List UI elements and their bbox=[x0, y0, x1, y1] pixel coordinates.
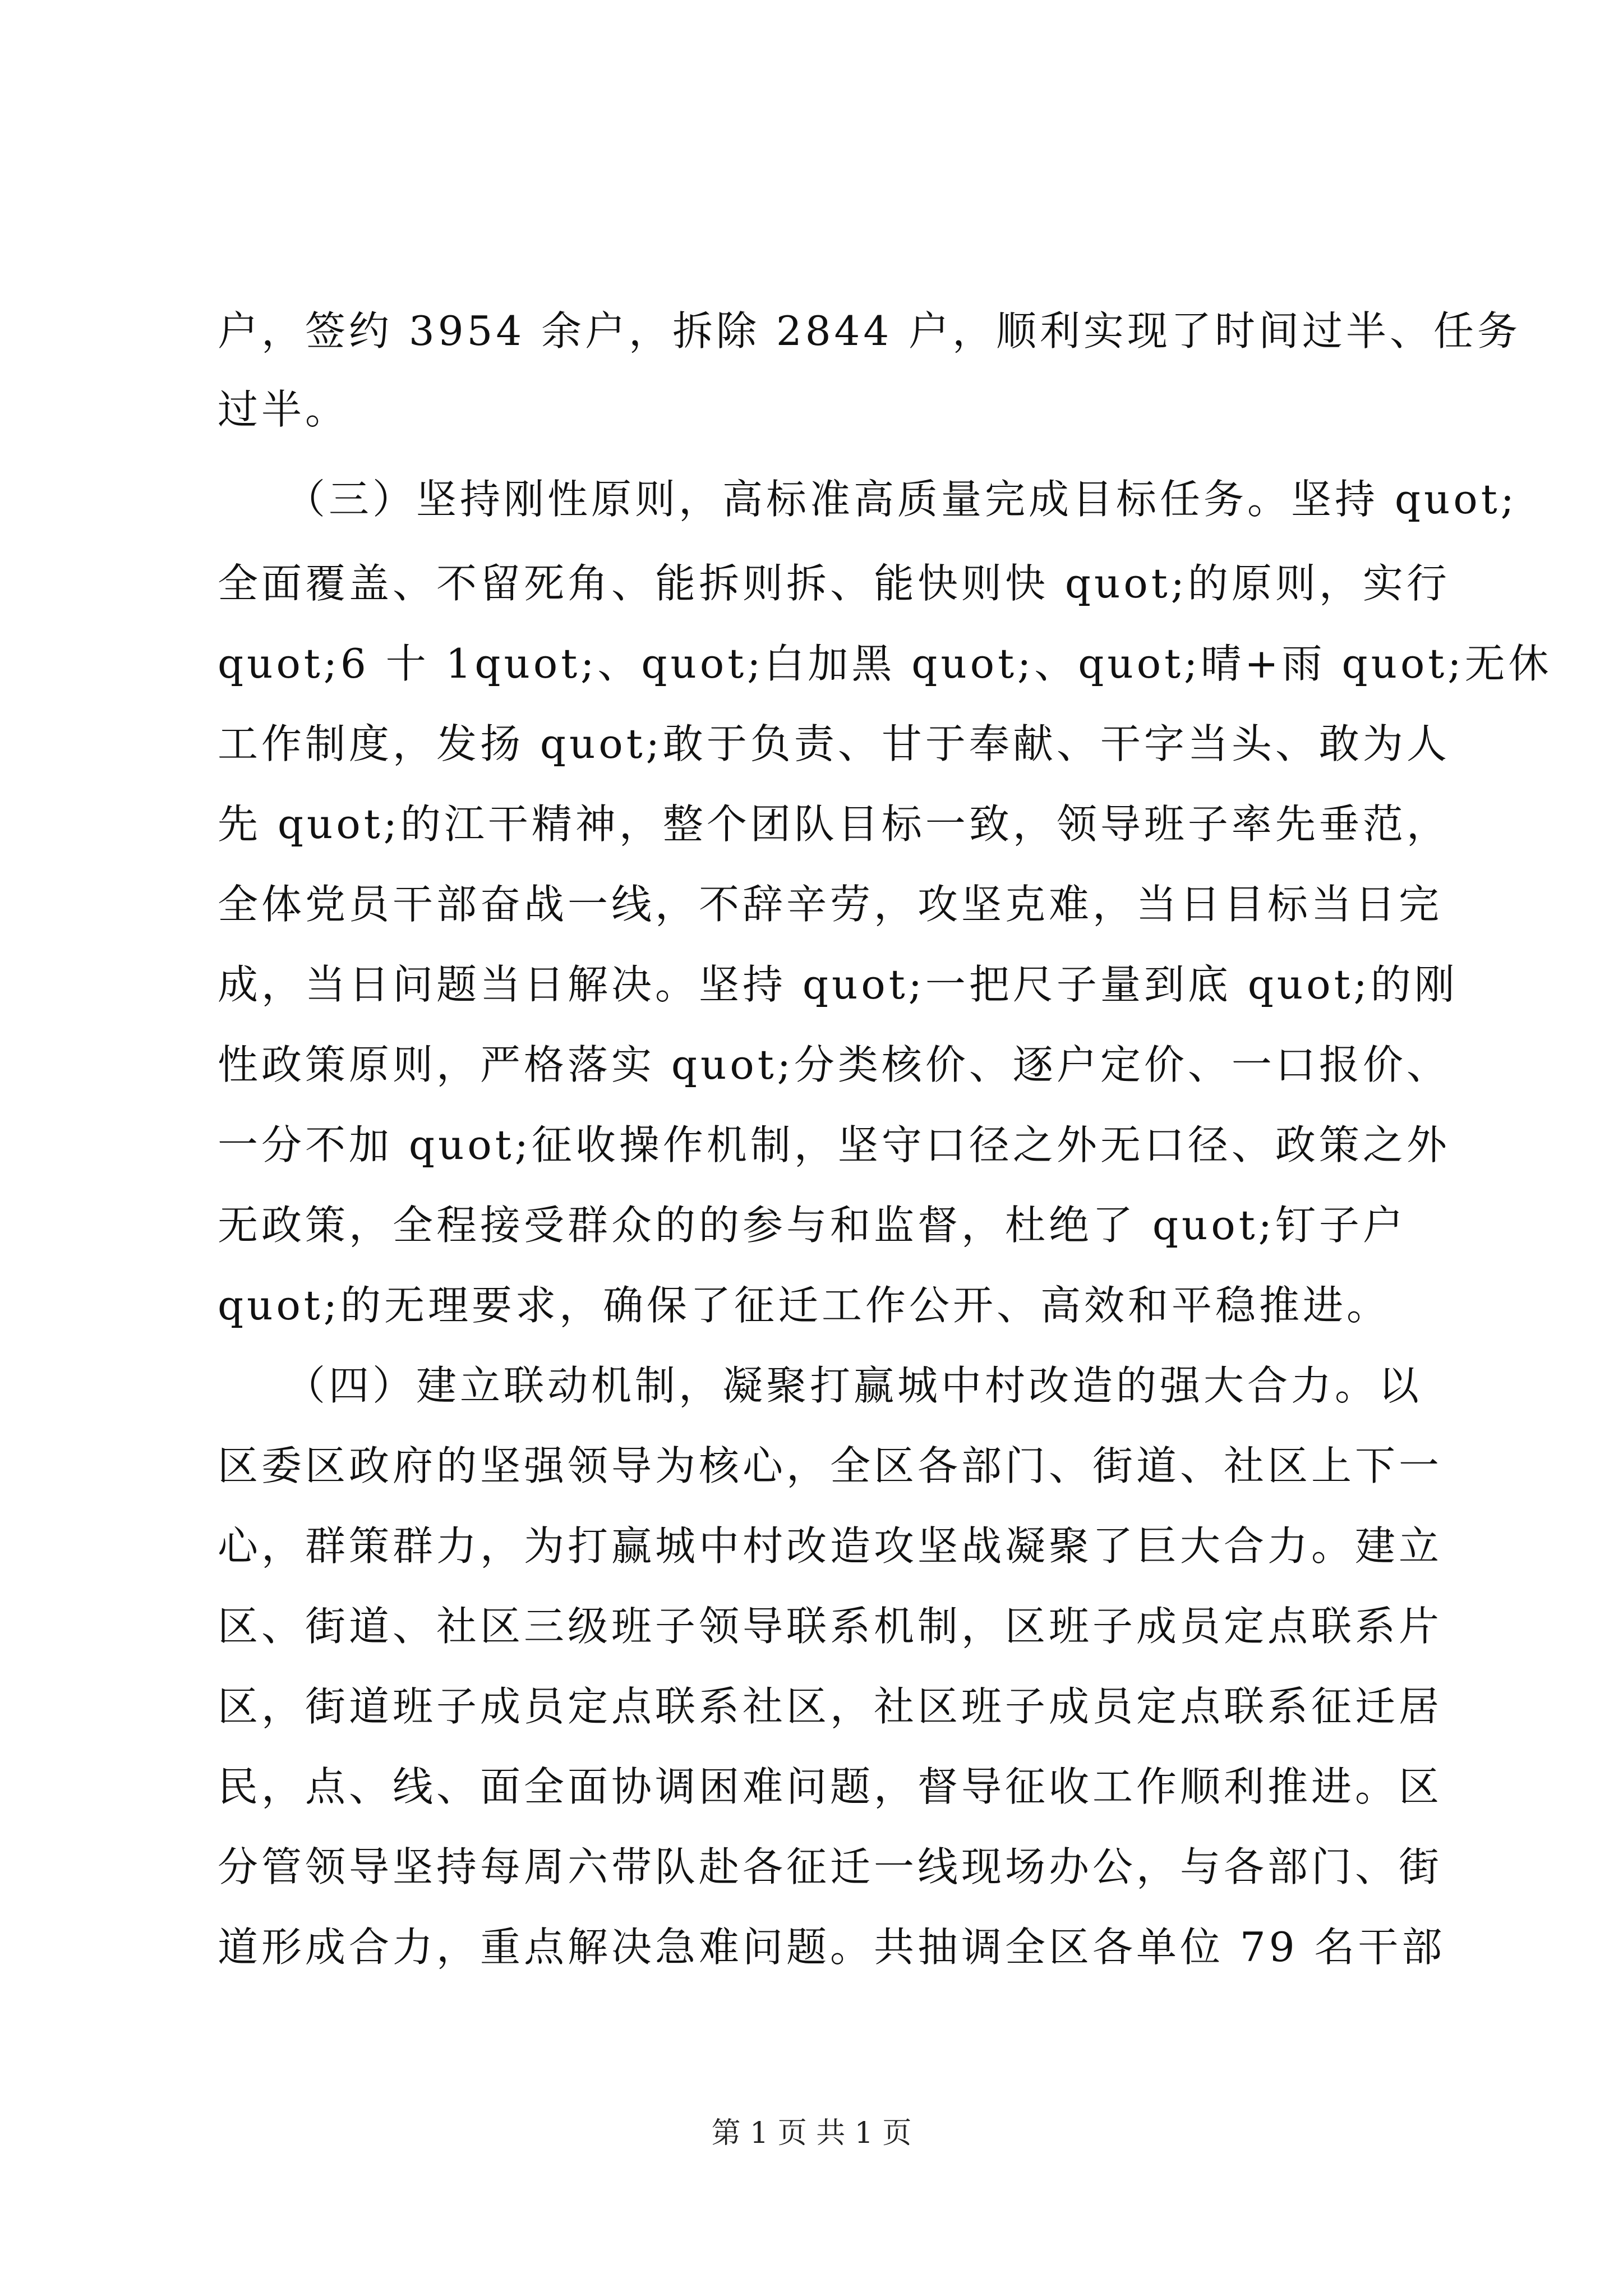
body-text-line: quot;6 十 1quot;、quot;白加黑 quot;、quot;晴+雨 quot;无休 bbox=[218, 640, 1552, 687]
body-text-line: 无政策，全程接受群众的的参与和监督，杜绝了 quot;钉子户 bbox=[218, 1202, 1407, 1249]
body-text-line: 区、街道、社区三级班子领导联系机制，区班子成员定点联系片 bbox=[218, 1603, 1443, 1650]
body-text-line: 民，点、线、面全面协调困难问题，督导征收工作顺利推进。区 bbox=[218, 1763, 1443, 1810]
body-text-line: （三）坚持刚性原则，高标准高质量完成目标任务。坚持 quot; bbox=[218, 476, 1518, 523]
body-text-line: 全体党员干部奋战一线，不辞辛劳，攻坚克难，当日目标当日完 bbox=[218, 881, 1443, 928]
body-text-line: 心，群策群力，为打赢城中村改造攻坚战凝聚了巨大合力。建立 bbox=[218, 1522, 1443, 1570]
body-text-line: 分管领导坚持每周六带队赴各征迁一线现场办公，与各部门、街 bbox=[218, 1843, 1443, 1890]
body-text-line: 成，当日问题当日解决。坚持 quot;一把尺子量到底 quot;的刚 bbox=[218, 961, 1458, 1008]
body-text-line: 区委区政府的坚强领导为核心，全区各部门、街道、社区上下一 bbox=[218, 1442, 1443, 1489]
page-number-footer: 第 1 页 共 1 页 bbox=[711, 2116, 912, 2150]
body-text-line: 户，签约 3954 余户，拆除 2844 户，顺利实现了时间过半、任务 bbox=[218, 307, 1521, 355]
body-text-line: 全面覆盖、不留死角、能拆则拆、能快则快 quot;的原则，实行 bbox=[218, 560, 1450, 607]
body-text-line: 过半。 bbox=[218, 386, 349, 433]
body-text-line: 工作制度，发扬 quot;敢于负责、甘于奉献、干字当头、敢为人 bbox=[218, 720, 1450, 767]
body-text-line: 道形成合力，重点解决急难问题。共抽调全区各单位 79 名干部 bbox=[218, 1924, 1446, 1971]
body-text-line: quot;的无理要求，确保了征迁工作公开、高效和平稳推进。 bbox=[218, 1282, 1391, 1329]
body-text-line: 一分不加 quot;征收操作机制，坚守口径之外无口径、政策之外 bbox=[218, 1121, 1450, 1168]
body-text-line: 区，街道班子成员定点联系社区，社区班子成员定点联系征迁居 bbox=[218, 1683, 1443, 1730]
body-text-line: 性政策原则，严格落实 quot;分类核价、逐户定价、一口报价、 bbox=[218, 1041, 1450, 1088]
body-text-line: （四）建立联动机制，凝聚打赢城中村改造的强大合力。以 bbox=[218, 1362, 1423, 1409]
body-text-line: 先 quot;的江干精神，整个团队目标一致，领导班子率先垂范， bbox=[218, 800, 1450, 848]
